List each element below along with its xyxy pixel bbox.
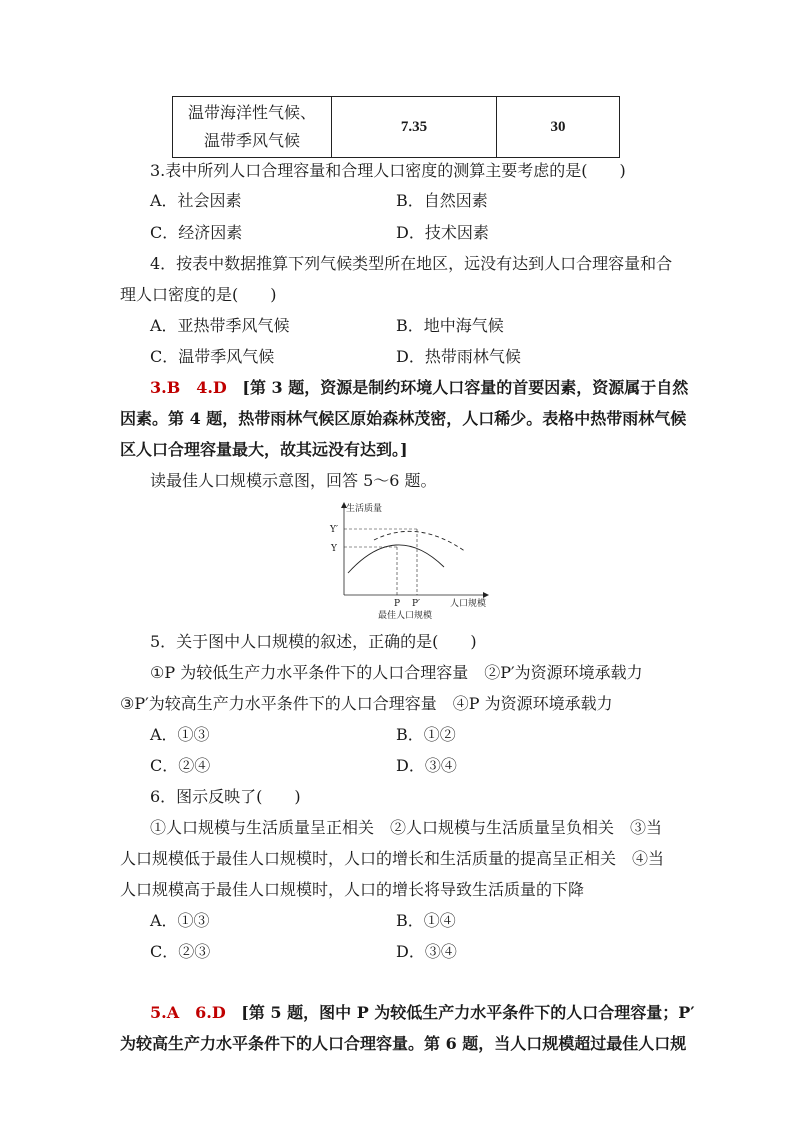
axes: [341, 502, 489, 598]
series-high-productivity: [374, 531, 466, 552]
q6-option-c: C．②③: [150, 942, 211, 961]
q6-statement-3: 人口规模高于最佳人口规模时，人口的增长将导致生活质量的下降: [120, 880, 585, 899]
q5-option-b: B．①②: [396, 725, 456, 744]
answer-34-line-1: [150, 377, 688, 399]
q6-stem: 6．图示反映了( ): [150, 787, 301, 806]
q6-option-b: B．①④: [396, 911, 456, 930]
answer-56-text-1: [第 5 题，图中 P 为较低生产力水平条件下的人口合理容量；P′: [241, 1003, 695, 1022]
q4-option-c: C．温带季风气候: [150, 347, 275, 366]
q6-option-d: D．③④: [396, 942, 457, 961]
x-tick-p-prime: P′: [412, 599, 421, 609]
q5-statement-1: ①P 为较低生产力水平条件下的人口合理容量 ②P′为资源环境承载力: [150, 663, 643, 682]
q4-stem-line-1: 4．按表中数据推算下列气候类型所在地区，远没有达到人口合理容量和合: [150, 254, 673, 273]
q3-stem: 3.表中所列人口合理容量和合理人口密度的测算主要考虑的是( ): [150, 161, 626, 180]
climate-cell: [173, 97, 332, 158]
intro-56: 读最佳人口规模示意图，回答 5～6 题。: [150, 471, 437, 490]
population-quality-chart: [326, 500, 516, 626]
q4-option-b: B．地中海气候: [396, 316, 504, 335]
climate-line-1: 温带海洋性气候、: [187, 103, 316, 122]
y-axis-label: 生活质量: [346, 504, 383, 514]
q6-statement-2: 人口规模低于最佳人口规模时，人口的增长和生活质量的提高呈正相关 ④当: [120, 849, 665, 868]
y-tick-y-prime: Y′: [330, 525, 338, 535]
guide-lines: [344, 529, 417, 595]
capacity-cell: 7.35: [332, 97, 497, 158]
series-low-productivity: [348, 545, 444, 573]
table-row: [173, 97, 620, 158]
density-cell: 30: [497, 97, 620, 158]
q5-option-a: A．①③: [150, 725, 210, 744]
climate-table: [172, 96, 620, 158]
x-axis-label: 人口规模: [450, 599, 487, 609]
q4-option-d: D．热带雨林气候: [396, 347, 521, 366]
answer-56-key: 5.A 6.D: [150, 1003, 226, 1022]
q4-stem-line-2: 理人口密度的是( ): [120, 285, 277, 304]
q6-statement-1: ①人口规模与生活质量呈正相关 ②人口规模与生活质量呈负相关 ③当: [150, 818, 663, 837]
answer-34-line-3: 区人口合理容量最大，故其远没有达到。]: [120, 440, 408, 459]
q3-option-a: A．社会因素: [150, 191, 242, 210]
answer-56-line-2: 为较高生产力水平条件下的人口合理容量。第 6 题，当人口规模超过最佳人口规: [120, 1034, 687, 1053]
q6-option-a: A．①③: [150, 911, 210, 930]
chart-caption: 最佳人口规模: [378, 611, 433, 621]
x-tick-p: P: [394, 599, 401, 609]
q5-statement-2: ③P′为较高生产力水平条件下的人口合理容量 ④P 为资源环境承载力: [120, 694, 613, 713]
q3-option-d: D．技术因素: [396, 223, 489, 242]
answer-34-key: 3.B 4.D: [150, 378, 227, 397]
climate-line-2: 温带季风气候: [203, 131, 300, 150]
y-tick-y: Y: [331, 544, 337, 554]
q4-option-a: A．亚热带季风气候: [150, 316, 290, 335]
answer-34-text-1: [第 3 题，资源是制约环境人口容量的首要因素，资源属于自然: [242, 378, 689, 397]
q5-option-d: D．③④: [396, 756, 457, 775]
answer-56-line-1: [150, 1002, 695, 1024]
q5-stem: 5．关于图中人口规模的叙述，正确的是( ): [150, 632, 477, 651]
q3-option-b: B．自然因素: [396, 191, 488, 210]
answer-34-line-2: 因素。第 4 题，热带雨林气候区原始森林茂密，人口稀少。表格中热带雨林气候: [120, 409, 687, 428]
q5-option-c: C．②④: [150, 756, 211, 775]
q3-option-c: C．经济因素: [150, 223, 243, 242]
